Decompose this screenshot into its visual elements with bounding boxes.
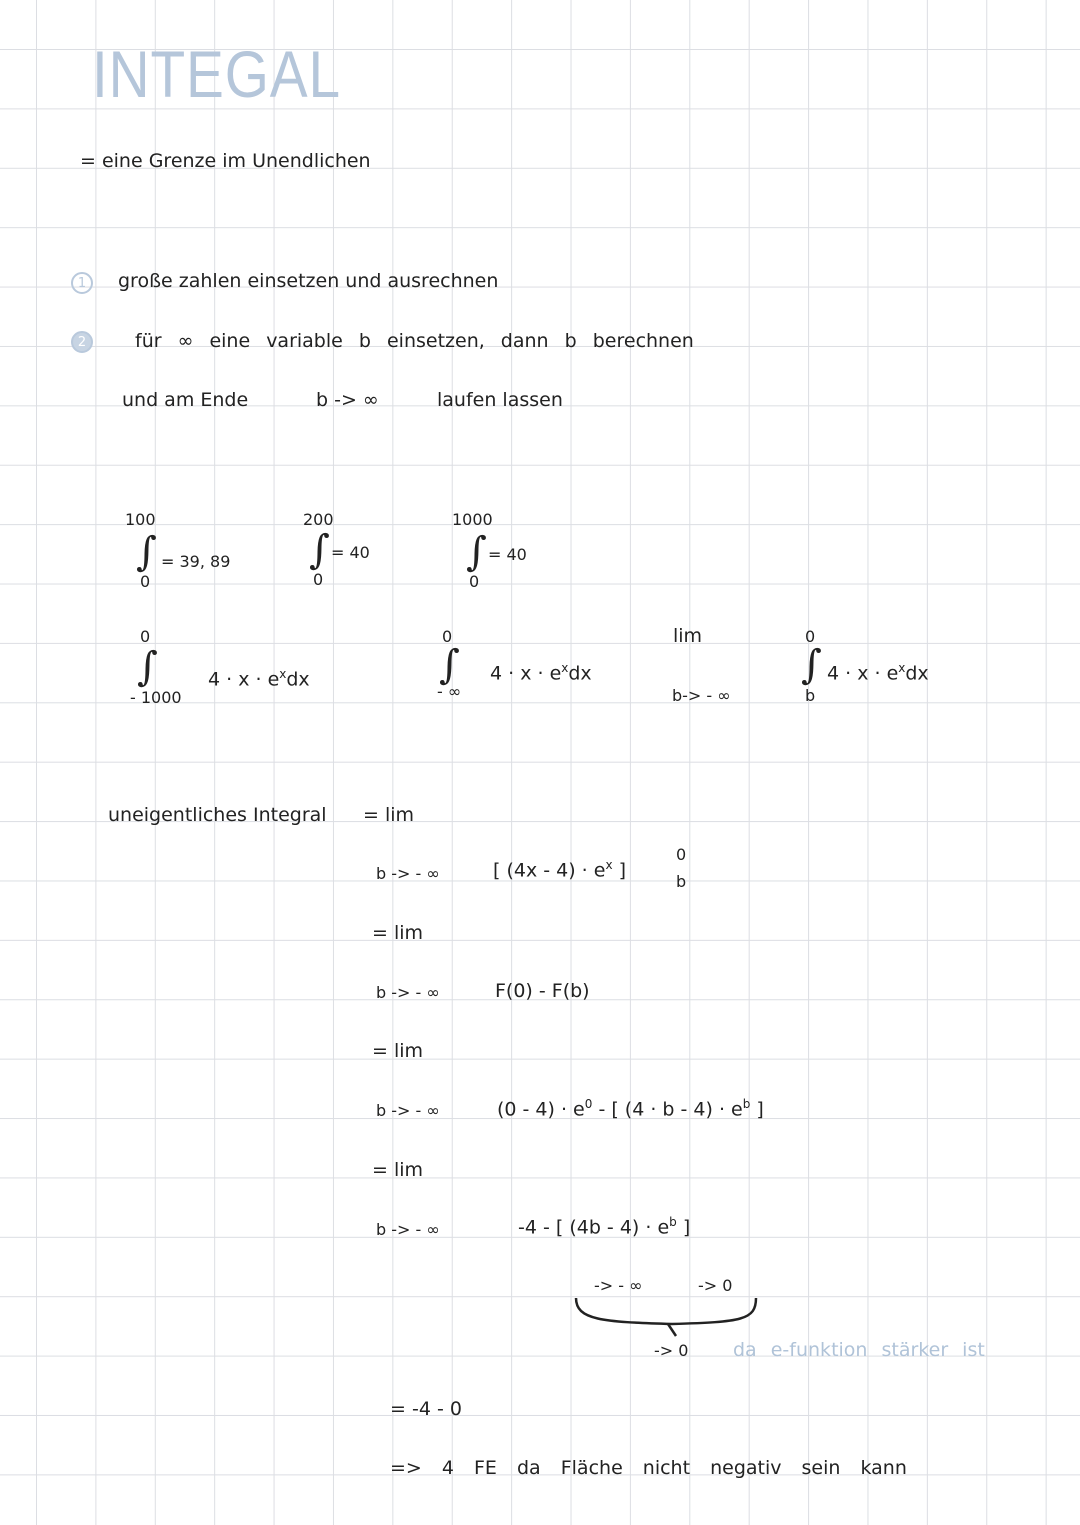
- upper-limit: 0: [140, 627, 151, 646]
- arrow-result-label: -> 0: [654, 1341, 689, 1360]
- step-2-subscript: b -> - ∞: [376, 983, 440, 1002]
- integral-sign-icon: ∫: [466, 529, 487, 575]
- integrand: $4 \cdot x \cdot e^xdx$: [827, 661, 929, 685]
- method-1-text: große zahlen einsetzen und ausrechnen: [118, 270, 499, 292]
- method-2-text: für ∞ eine variable b einsetzen, dann b berechnen: [135, 330, 694, 352]
- lower-limit: 0: [313, 570, 324, 589]
- lower-limit: 0: [469, 572, 480, 591]
- improper-integral-label: uneigentliches Integral: [108, 804, 327, 826]
- step-2-marker-icon: 2: [71, 331, 93, 353]
- step-1-expression: [ $(4x - 4) \cdot e^x$ ]: [493, 858, 627, 882]
- integral-sign-icon: ∫: [309, 527, 330, 573]
- underbrace-icon: [572, 1296, 762, 1340]
- lower-limit: - ∞: [437, 682, 462, 701]
- integral-sign-icon: ∫: [137, 644, 158, 690]
- side-note: da e-funktion stärker ist: [733, 1339, 985, 1361]
- result-line: = -4 - 0: [390, 1398, 462, 1420]
- step-3-expression: $(0 - 4) \cdot e^0$ - [ $(4 \cdot b - 4) \cdot e^b$ ]: [497, 1097, 764, 1121]
- integral-result: = 40: [331, 543, 370, 562]
- step-4-equals-lim: = lim: [372, 1159, 424, 1181]
- step-1-subscript: b -> - ∞: [376, 864, 440, 883]
- upper-limit: 0: [442, 627, 453, 646]
- upper-limit: 1000: [452, 510, 493, 529]
- step-1-lower-bound: b: [676, 872, 687, 891]
- upper-limit: 100: [125, 510, 156, 529]
- integral-sign-icon: ∫: [136, 529, 157, 575]
- step-3-equals-lim: = lim: [372, 1040, 424, 1062]
- step-1-upper-bound: 0: [676, 845, 687, 864]
- lower-limit: 0: [140, 572, 151, 591]
- lim-subscript: b-> - ∞: [672, 686, 731, 705]
- definition-text: = eine Grenze im Unendlichen: [80, 150, 371, 172]
- integrand: $4 \cdot x \cdot e^xdx$: [490, 661, 592, 685]
- arrow-left-label: -> - ∞: [594, 1276, 643, 1295]
- page-title: INTEGAL: [92, 37, 341, 111]
- method-2-continuation-c: laufen lassen: [437, 389, 563, 411]
- final-conclusion: => 4 FE da Fläche nicht negativ sein kann: [390, 1457, 907, 1479]
- arrow-right-label: -> 0: [698, 1276, 733, 1295]
- method-2-continuation-a: und am Ende: [122, 389, 249, 411]
- integral-sign-icon: ∫: [439, 642, 460, 688]
- step-1-marker-icon: 1: [71, 272, 93, 294]
- step-3-subscript: b -> - ∞: [376, 1101, 440, 1120]
- method-2-continuation-b: b -> ∞: [316, 389, 379, 411]
- integral-sign-icon: ∫: [801, 642, 822, 688]
- upper-limit: 200: [303, 510, 334, 529]
- step-4-expression: -4 - [ $(4b - 4) \cdot e^b$ ]: [518, 1215, 691, 1239]
- upper-limit: 0: [805, 627, 816, 646]
- lower-limit: - 1000: [130, 688, 182, 707]
- step-2-equals-lim: = lim: [372, 922, 424, 944]
- step-2-expression: F(0) - F(b): [495, 980, 590, 1002]
- step-4-subscript: b -> - ∞: [376, 1220, 440, 1239]
- integrand: $4 \cdot x \cdot e^xdx$: [208, 667, 310, 691]
- integral-result: = 39, 89: [161, 552, 231, 571]
- integral-result: = 40: [488, 545, 527, 564]
- step-1-equals-lim: = lim: [363, 804, 415, 826]
- lower-limit: b: [805, 686, 816, 705]
- lim-label: lim: [673, 625, 703, 647]
